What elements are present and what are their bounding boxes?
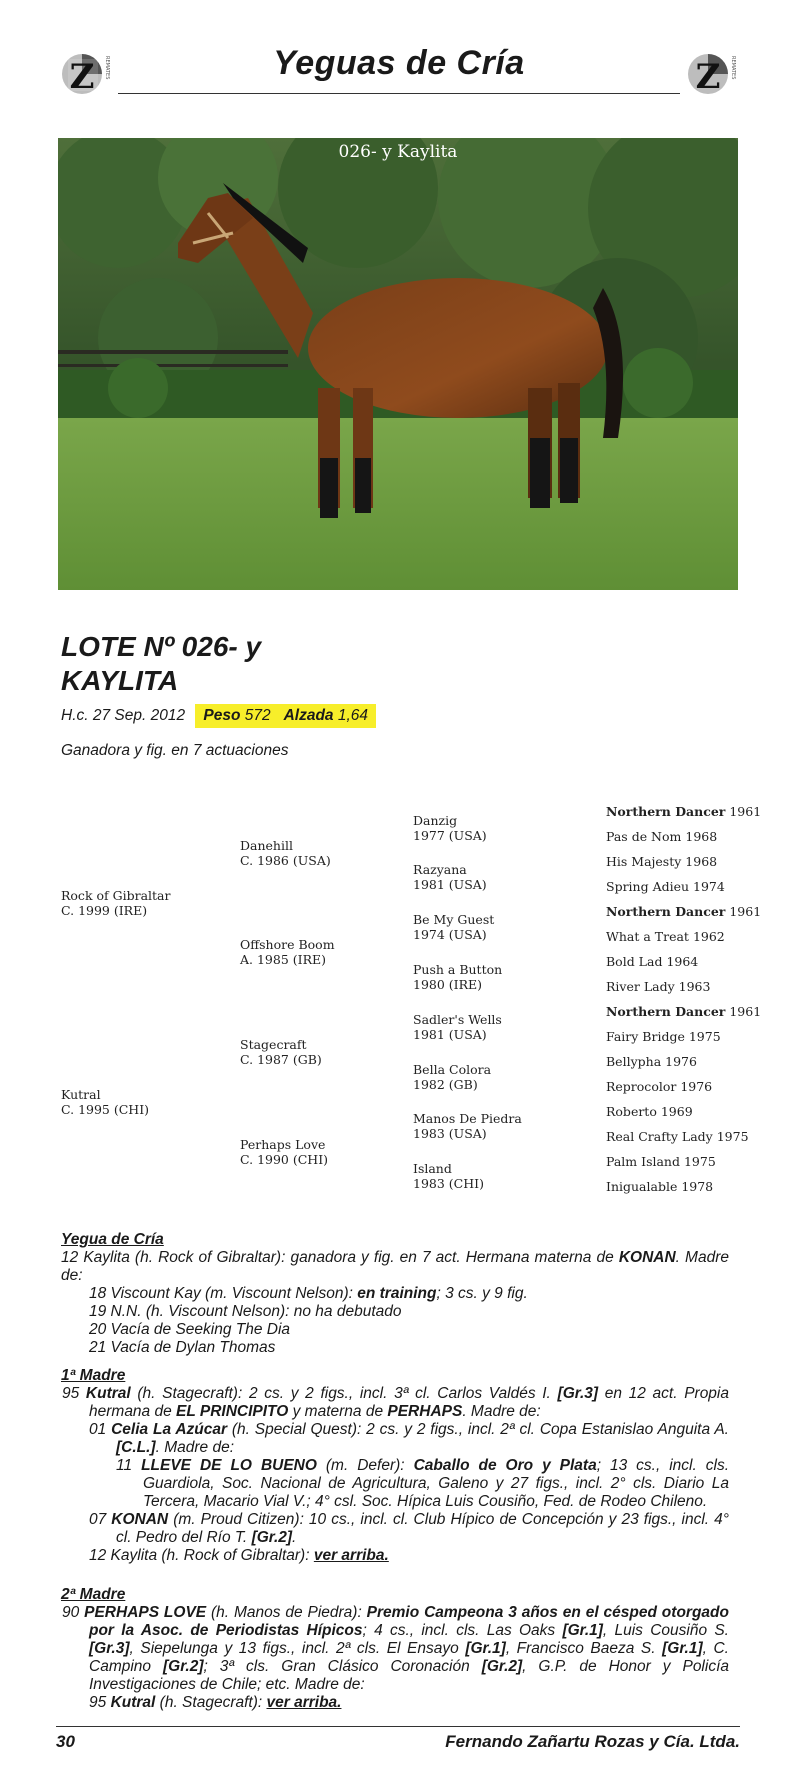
madre1-section <box>61 1367 729 1565</box>
pedigree-gen3-item: Manos De Piedra 1983 (USA) <box>413 1111 522 1141</box>
dam-entry: 95 Kutral (h. Stagecraft): 2 cs. y 2 figs., incl. 3ª cl. Carlos Valdés I. [Gr.3] en 12 act. Propia hermana de EL PRINCIPITO y materna de PERHAPS. Madre de: <box>62 1385 729 1420</box>
page-number: 30 <box>56 1732 75 1751</box>
pedigree-gen4-item: Bellypha 1976 <box>606 1054 697 1069</box>
offspring-item: 11 LLEVE DE LO BUENO (m. Defer): Caballo de Oro y Plata; 13 cs., incl. cls. Guardiola, Soc. Nacional de Agricultura, Galeno y 27 figs., incl. 2° cls. Diario La Tercera, Macario Vial V.; 4° csl. Soc. Hípica Luis Cousiño, Fed. de Rodeo Chileno. <box>116 1457 730 1510</box>
lot-title <box>61 630 261 698</box>
pedigree-gen4-item: River Lady 1963 <box>606 979 711 994</box>
measure-badge <box>195 704 376 728</box>
offspring-item: 19 N.N. (h. Viscount Nelson): no ha debutado <box>89 1303 402 1320</box>
alzada-value: 1,64 <box>337 707 369 724</box>
header-rule <box>118 93 680 94</box>
pedigree-gen4-item: Roberto 1969 <box>606 1104 693 1119</box>
birth-date: H.c. 27 Sep. 2012 <box>61 707 186 724</box>
photo-caption: 026- y Kaylita <box>338 142 458 162</box>
pedigree-gen2-item: Perhaps Love C. 1990 (CHI) <box>240 1137 329 1167</box>
pedigree-gen2-item: Stagecraft C. 1987 (GB) <box>240 1037 322 1067</box>
pedigree-gen2-item: Danehill C. 1986 (USA) <box>240 838 331 868</box>
offspring-item: 12 Kaylita (h. Rock of Gibraltar): ver arriba. <box>89 1547 389 1564</box>
section-heading: 2ª Madre <box>61 1586 126 1603</box>
pedigree-gen3-item: Push a Button 1980 (IRE) <box>413 962 503 992</box>
logo-letter: Z <box>695 57 721 97</box>
pedigree-dam: Kutral C. 1995 (CHI) <box>61 1087 150 1117</box>
madre2-section <box>61 1586 729 1712</box>
pedigree-gen4-item: Spring Adieu 1974 <box>606 879 725 894</box>
pedigree-gen3-item: Island 1983 (CHI) <box>413 1161 484 1191</box>
yegua-section <box>61 1231 729 1357</box>
offspring-item: 21 Vacía de Dylan Thomas <box>89 1339 276 1356</box>
pedigree-gen3-item: Danzig 1977 (USA) <box>413 813 487 843</box>
pedigree-gen4-item: What a Treat 1962 <box>606 929 725 944</box>
offspring-item: 01 Celia La Azúcar (h. Special Quest): 2 cs. y 2 figs., incl. 2ª cl. Copa Estanislao Anguita A. [C.L.]. Madre de: <box>89 1421 729 1456</box>
pedigree-gen4-item: Pas de Nom 1968 <box>606 829 718 844</box>
pedigree-gen4-item: Reprocolor 1976 <box>606 1079 713 1094</box>
horse-photo <box>58 138 738 590</box>
pedigree-sire: Rock of Gibraltar C. 1999 (IRE) <box>61 888 171 918</box>
pedigree-gen3-item: Bella Colora 1982 (GB) <box>413 1062 492 1092</box>
pedigree-gen4-item: Real Crafty Lady 1975 <box>606 1129 749 1144</box>
offspring-item: 95 Kutral (h. Stagecraft): ver arriba. <box>89 1694 342 1711</box>
pedigree-gen4-item: Northern Dancer 1961 <box>606 904 762 919</box>
lot-meta <box>61 707 376 725</box>
pedigree-gen4-item: Northern Dancer 1961 <box>606 1004 762 1019</box>
lot-number: LOTE Nº 026- y <box>61 631 262 662</box>
pedigree-gen4-item: Inigualable 1978 <box>606 1179 714 1194</box>
pedigree-gen4-item: Northern Dancer 1961 <box>606 804 762 819</box>
logo-letter: Z <box>69 57 95 97</box>
pedigree-gen4-item: Palm Island 1975 <box>606 1154 716 1169</box>
section-heading: 1ª Madre <box>61 1367 126 1384</box>
logo-right <box>686 50 738 98</box>
section-heading: Yegua de Cría <box>61 1231 164 1248</box>
company-name: Fernando Zañartu Rozas y Cía. Ltda. <box>445 1732 740 1751</box>
logo-side-text: REMATES <box>104 56 110 80</box>
pedigree-gen3-item: Sadler's Wells 1981 (USA) <box>413 1012 502 1042</box>
ver-arriba-link[interactable]: ver arriba. <box>313 1547 389 1564</box>
alzada-label: Alzada <box>283 707 334 724</box>
peso-value: 572 <box>244 707 271 724</box>
offspring-item: 07 KONAN (m. Proud Citizen): 10 cs., incl. cl. Club Hípico de Concepción y 23 figs., incl. 4° cl. Pedro del Río T. [Gr.2]. <box>89 1511 729 1546</box>
logo-side-text: REMATES <box>730 56 736 80</box>
peso-label: Peso <box>203 707 241 724</box>
footer-rule <box>56 1726 740 1727</box>
dam-entry: 90 PERHAPS LOVE (h. Manos de Piedra): Premio Campeona 3 años en el césped otorgado por la Asoc. de Periodistas Hípicos; 4 cs., incl. cls. Las Oaks [Gr.1], Luis Cousiño S. [Gr.3], Siepelunga y 13 figs., incl. 2ª cls. El Ensayo [Gr.1], Francisco Baeza S. [Gr.1], C. Campino [Gr.2]; 3ª cls. Gran Clásico Coronación [Gr.2], G.P. de Honor y Policía Investigaciones de Chile; etc. Madre de: <box>62 1604 729 1693</box>
offspring-item: 18 Viscount Kay (m. Viscount Nelson): en training; 3 cs. y 9 fig. <box>89 1285 528 1302</box>
offspring-item: 20 Vacía de Seeking The Dia <box>89 1321 291 1338</box>
pedigree-gen3-item: Be My Guest 1974 (USA) <box>413 912 495 942</box>
ver-arriba-link[interactable]: ver arriba. <box>266 1694 342 1711</box>
pedigree-gen4-item: Bold Lad 1964 <box>606 954 699 969</box>
page-title: Yeguas de Cría <box>273 44 525 82</box>
pedigree-gen4-item: His Majesty 1968 <box>606 854 718 869</box>
lot-summary: Ganadora y fig. en 7 actuaciones <box>61 742 289 759</box>
horse-name: KAYLITA <box>61 665 179 696</box>
yegua-entry: 12 Kaylita (h. Rock of Gibraltar): ganadora y fig. en 7 act. Hermana materna de KONAN. Madre de: <box>61 1249 729 1284</box>
pedigree-gen4-item: Fairy Bridge 1975 <box>606 1029 721 1044</box>
pedigree-gen2-item: Offshore Boom A. 1985 (IRE) <box>240 937 335 967</box>
pedigree-gen3-item: Razyana 1981 (USA) <box>413 862 487 892</box>
